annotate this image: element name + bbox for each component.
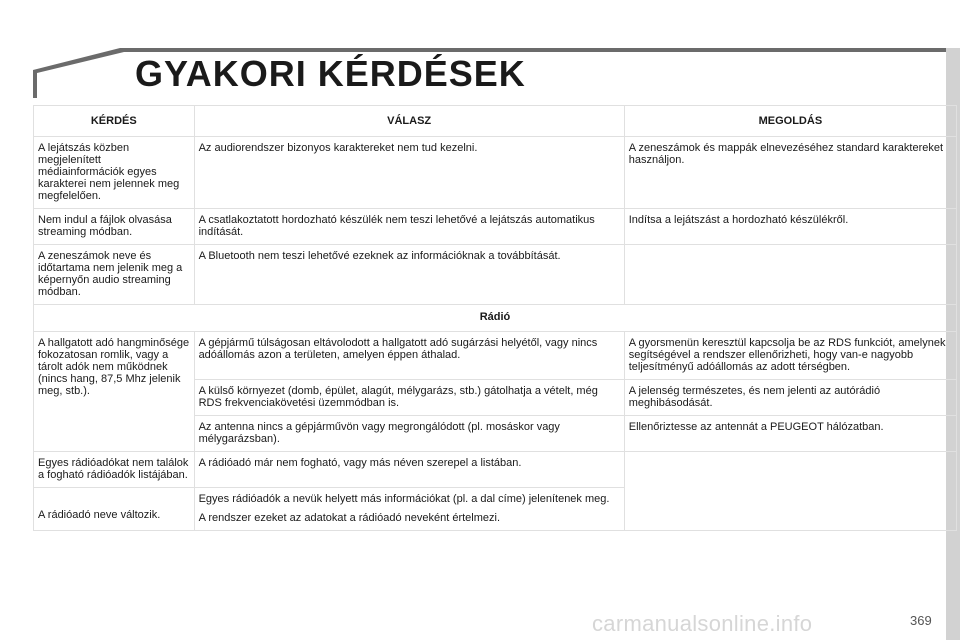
answer-cell: Az antenna nincs a gépjárművön vagy megrongálódott (pl. mosáskor vagy mélygarázsban). (194, 416, 624, 452)
answer-cell: A csatlakoztatott hordozható készülék nem teszi lehetővé a lejátszás automatikus indítását. (194, 209, 624, 245)
page-title: GYAKORI KÉRDÉSEK (135, 53, 526, 94)
question-cell: A lejátszás közben megjelenített médiainformációk egyes karakterei nem jelennek meg megfelelően. (34, 137, 195, 209)
solution-cell: Indítsa a lejátszást a hordozható készülékről. (624, 209, 956, 245)
table-row (34, 245, 957, 305)
watermark: carmanualsonline.info (592, 611, 813, 636)
header-answer: VÁLASZ (194, 106, 624, 137)
question-cell: A rádióadó neve változik. (34, 488, 195, 531)
solution-cell: A gyorsmenün keresztül kapcsolja be az RDS funkciót, amelynek segítségével a rendszer ellenőrizheti, hogy van-e nagyobb teljesítményű adóállomás az adott térségben. (624, 332, 956, 380)
table-row (34, 137, 957, 209)
answer-cell: A rádióadó már nem fogható, vagy más néven szerepel a listában. (194, 452, 624, 488)
solution-cell (624, 245, 956, 305)
faq-table (33, 105, 957, 531)
table-header-row (34, 106, 957, 137)
answer-cell (194, 488, 624, 531)
question-cell: A hallgatott adó hangminősége fokozatosan romlik, vagy a tárolt adók nem működnek (nincs hang, 87,5 Mhz jelenik meg, stb.). (34, 332, 195, 452)
table-row (34, 452, 957, 488)
solution-cell: A jelenség természetes, és nem jelenti az autórádió meghibásodását. (624, 380, 956, 416)
question-cell: Egyes rádióadókat nem találok a fogható rádióadók listájában. (34, 452, 195, 488)
header-solution: MEGOLDÁS (624, 106, 956, 137)
answer-cell: A gépjármű túlságosan eltávolodott a hallgatott adó sugárzási helyétől, vagy nincs adóállomás azon a területen, amelyen éppen áthalad. (194, 332, 624, 380)
section-title-radio: Rádió (34, 305, 957, 332)
solution-cell: Ellenőriztesse az antennát a PEUGEOT hálózatban. (624, 416, 956, 452)
solution-cell (624, 452, 956, 531)
table-row (34, 209, 957, 245)
answer-cell: A külső környezet (domb, épület, alagút, mélygarázs, stb.) gátolhatja a vételt, még RDS frekvenciakövetési üzemmódban is. (194, 380, 624, 416)
question-cell: A zeneszámok neve és időtartama nem jelenik meg a képernyőn audio streaming módban. (34, 245, 195, 305)
solution-cell: A zeneszámok és mappák elnevezéséhez standard karaktereket használjon. (624, 137, 956, 209)
answer-cell: Az audiorendszer bizonyos karaktereket nem tud kezelni. (194, 137, 624, 209)
answer-paragraph: A rendszer ezeket az adatokat a rádióadó neveként értelmezi. (198, 512, 501, 524)
table-row (34, 332, 957, 380)
section-row-radio (34, 305, 957, 332)
page-number: 369 (910, 613, 932, 628)
answer-paragraph: Egyes rádióadók a nevük helyett más információkat (pl. a dal címe) jelenítenek meg. (198, 493, 610, 505)
header-question: KÉRDÉS (34, 106, 195, 137)
question-cell: Nem indul a fájlok olvasása streaming módban. (34, 209, 195, 245)
title-banner (0, 0, 960, 110)
answer-cell: A Bluetooth nem teszi lehetővé ezeknek az információknak a továbbítását. (194, 245, 624, 305)
